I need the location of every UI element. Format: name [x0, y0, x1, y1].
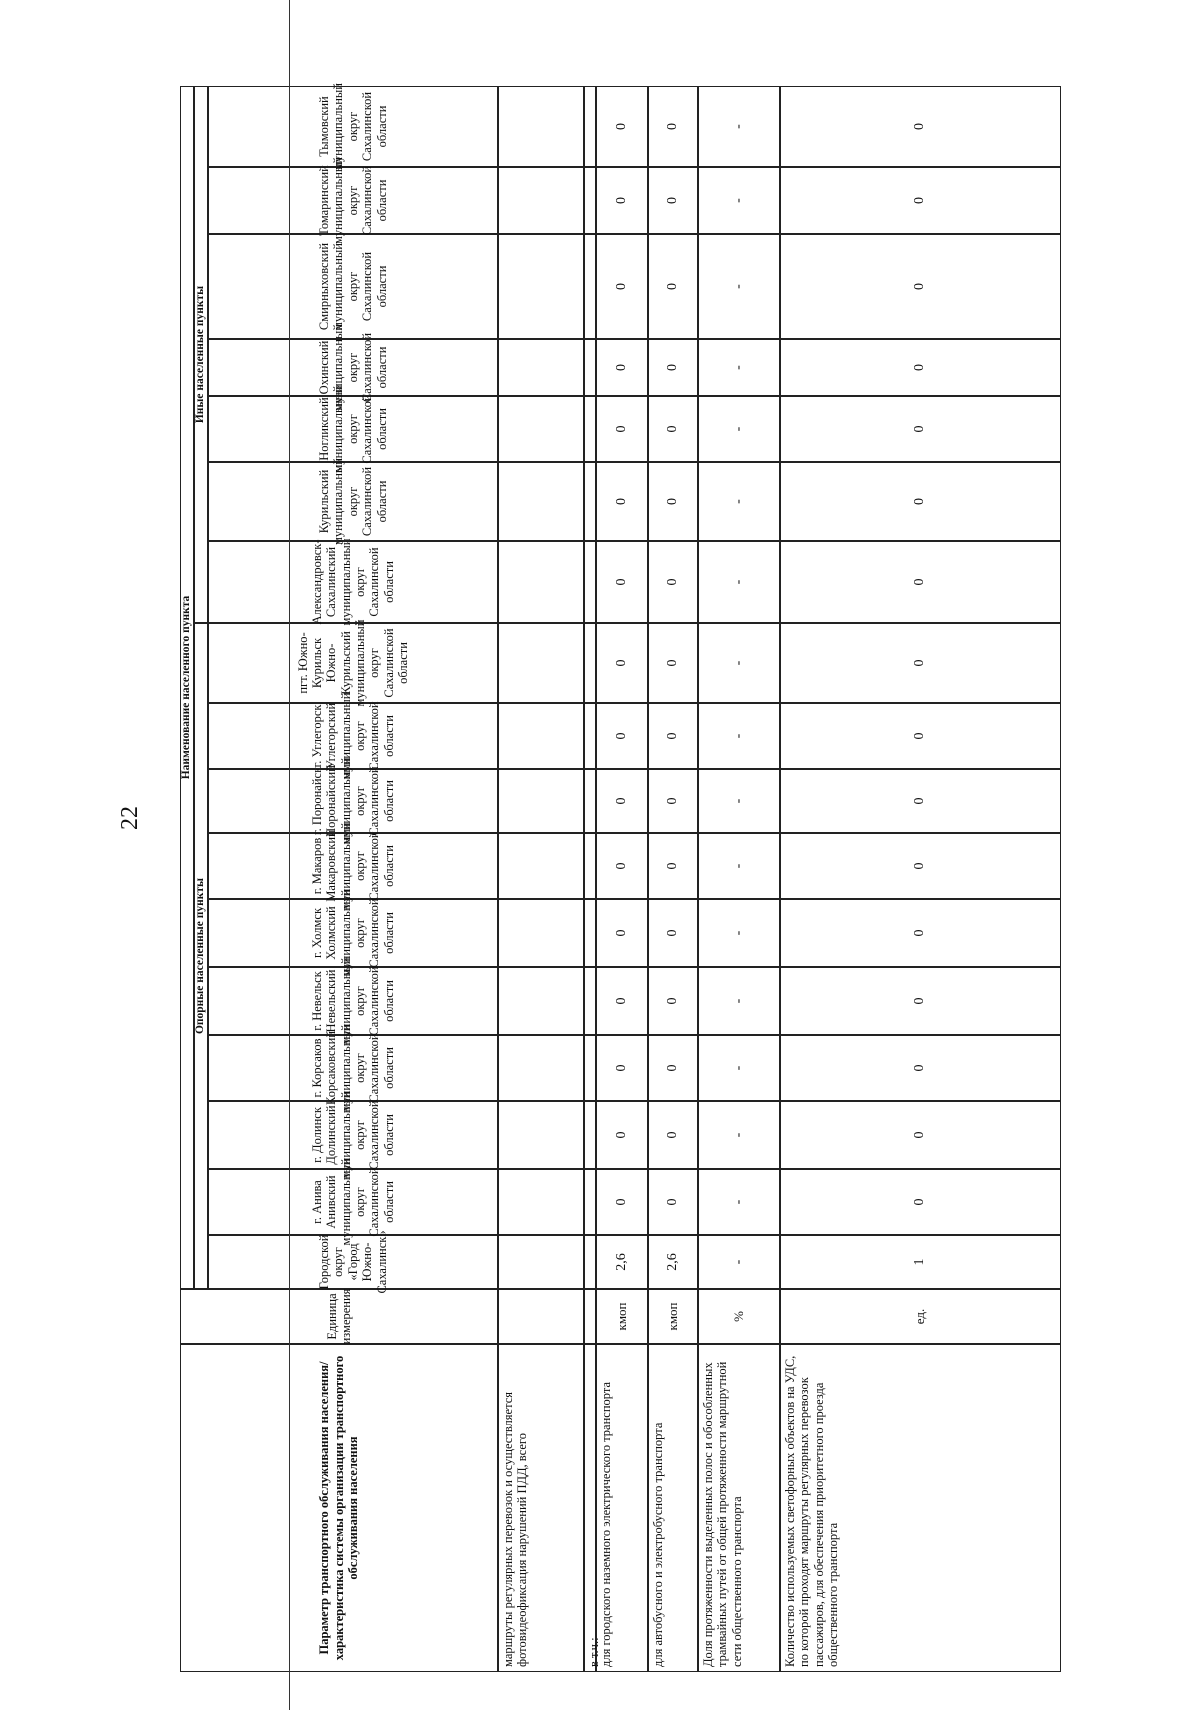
- value-cell: [498, 541, 584, 623]
- value-cell: [584, 541, 596, 623]
- value-cell: 0: [596, 396, 648, 462]
- value-cell: 0: [780, 541, 1061, 623]
- value-cell: 0: [596, 769, 648, 833]
- value-cell: [498, 462, 584, 541]
- settlement-name-header: Наименование населенного пункта: [180, 86, 194, 1289]
- value-cell: [498, 1235, 584, 1289]
- value-cell: -: [698, 703, 780, 769]
- value-cell: [498, 86, 584, 167]
- value-cell: 0: [648, 234, 698, 339]
- value-cell: -: [698, 462, 780, 541]
- value-cell: 0: [596, 234, 648, 339]
- value-cell: [498, 967, 584, 1035]
- value-cell: [498, 1101, 584, 1169]
- value-cell: 0: [780, 396, 1061, 462]
- value-cell: -: [698, 86, 780, 167]
- value-cell: 0: [780, 967, 1061, 1035]
- value-cell: [584, 623, 596, 703]
- settlement-name: Александровск-Сахалинский муниципальный округ Сахалинской области: [208, 541, 498, 623]
- value-cell: [584, 339, 596, 396]
- value-cell: [584, 769, 596, 833]
- value-cell: [498, 234, 584, 339]
- value-cell: [584, 234, 596, 339]
- param-label: Доля протяженности выделенных полос и обособленных трамвайных путей от общей протяженности маршрутной сети общественного транспорта: [698, 1344, 780, 1672]
- value-cell: 0: [648, 396, 698, 462]
- value-cell: 2,6: [648, 1235, 698, 1289]
- value-cell: 0: [780, 1035, 1061, 1101]
- settlement-name: г. Поронайск Поронайский муниципальный округ Сахалинской области: [208, 769, 498, 833]
- param-header: Параметр транспортного обслуживания населения/ характеристика системы организации транспортного обслуживания населения: [180, 1344, 498, 1672]
- param-label: Количество используемых светофорных объектов на УДС, по которой проходят маршруты регулярных перевозок пассажиров, для обеспечения приоритетного проезда общественного транспорта: [780, 1344, 1061, 1672]
- value-cell: [584, 1101, 596, 1169]
- page-number: 22: [117, 806, 143, 830]
- settlement-name: г. Холмск Холмский муниципальный округ Сахалинской области: [208, 899, 498, 967]
- value-cell: [584, 703, 596, 769]
- value-cell: [584, 967, 596, 1035]
- value-cell: [498, 833, 584, 899]
- unit-cell: кмоп: [596, 1289, 648, 1344]
- value-cell: [584, 167, 596, 234]
- value-cell: 0: [780, 167, 1061, 234]
- value-cell: 0: [648, 1101, 698, 1169]
- settlement-name: г. Невельск Невельский муниципальный округ Сахалинской области: [208, 967, 498, 1035]
- value-cell: 0: [780, 1101, 1061, 1169]
- value-cell: 0: [648, 769, 698, 833]
- param-label: в т.ч.:: [584, 1344, 596, 1672]
- value-cell: -: [698, 1035, 780, 1101]
- scan-artifact-line: [289, 0, 290, 1710]
- value-cell: -: [698, 541, 780, 623]
- param-label: маршруты регулярных перевозок и осуществляется фотовидеофиксация нарушений ПДД, всего: [498, 1344, 584, 1672]
- value-cell: 0: [780, 623, 1061, 703]
- value-cell: 0: [648, 623, 698, 703]
- value-cell: [498, 1169, 584, 1235]
- value-cell: [584, 86, 596, 167]
- settlement-name: г. Углегорск Углегорский муниципальный округ Сахалинской области: [208, 703, 498, 769]
- value-cell: 0: [596, 623, 648, 703]
- value-cell: 0: [780, 1169, 1061, 1235]
- param-label: для автобусного и электробусного транспорта: [648, 1344, 698, 1672]
- settlement-name: Смирныховский муниципальный округ Сахалинской области: [208, 234, 498, 339]
- unit-cell: кмоп: [648, 1289, 698, 1344]
- value-cell: 0: [596, 899, 648, 967]
- value-cell: 0: [596, 339, 648, 396]
- value-cell: -: [698, 1235, 780, 1289]
- value-cell: 0: [596, 541, 648, 623]
- value-cell: [584, 833, 596, 899]
- value-cell: -: [698, 623, 780, 703]
- value-cell: [498, 167, 584, 234]
- settlement-name: Городской округ «Город Южно-Сахалинск»: [208, 1235, 498, 1289]
- value-cell: -: [698, 339, 780, 396]
- value-cell: -: [698, 899, 780, 967]
- unit-header: Единица измерения: [180, 1289, 498, 1344]
- transport-table-frame: [180, 83, 1061, 1672]
- value-cell: 0: [596, 462, 648, 541]
- value-cell: 0: [596, 1169, 648, 1235]
- settlement-name: Ногликский муниципальный округ Сахалинской области: [208, 396, 498, 462]
- value-cell: [584, 1235, 596, 1289]
- settlement-name: Томаринский муниципальный округ Сахалинской области: [208, 167, 498, 234]
- core-settlements-header: Опорные населенные пункты: [194, 623, 208, 1289]
- value-cell: 0: [648, 541, 698, 623]
- settlement-name: г. Анива Анивский муниципальный округ Сахалинской области: [208, 1169, 498, 1235]
- value-cell: 2,6: [596, 1235, 648, 1289]
- value-cell: -: [698, 396, 780, 462]
- value-cell: -: [698, 967, 780, 1035]
- value-cell: 0: [780, 86, 1061, 167]
- value-cell: [584, 462, 596, 541]
- value-cell: 0: [648, 703, 698, 769]
- value-cell: 0: [596, 1101, 648, 1169]
- value-cell: 0: [780, 703, 1061, 769]
- value-cell: 0: [648, 86, 698, 167]
- value-cell: 0: [780, 339, 1061, 396]
- settlement-name: Тымовский муниципальный округ Сахалинской области: [208, 86, 498, 167]
- value-cell: [498, 396, 584, 462]
- value-cell: 0: [780, 899, 1061, 967]
- settlement-name: пгт. Южно-Курильск Южно-Курильский муниципальный округ Сахалинской области: [208, 623, 498, 703]
- value-cell: [498, 1035, 584, 1101]
- settlement-name: г. Долинск Долинский муниципальный округ Сахалинской области: [208, 1101, 498, 1169]
- value-cell: -: [698, 167, 780, 234]
- value-cell: 0: [780, 462, 1061, 541]
- unit-cell: [584, 1289, 596, 1344]
- value-cell: 0: [780, 833, 1061, 899]
- value-cell: 0: [648, 339, 698, 396]
- param-label: для городского наземного электрического транспорта: [596, 1344, 648, 1672]
- value-cell: [498, 703, 584, 769]
- settlement-name: г. Корсаков Корсаковский муниципальный округ Сахалинской области: [208, 1035, 498, 1101]
- value-cell: 0: [596, 967, 648, 1035]
- value-cell: [584, 396, 596, 462]
- value-cell: 0: [648, 899, 698, 967]
- value-cell: 0: [648, 833, 698, 899]
- value-cell: 0: [596, 1035, 648, 1101]
- value-cell: [498, 623, 584, 703]
- value-cell: 1: [780, 1235, 1061, 1289]
- value-cell: 0: [596, 167, 648, 234]
- value-cell: 0: [596, 703, 648, 769]
- value-cell: 0: [596, 86, 648, 167]
- unit-cell: ед.: [780, 1289, 1061, 1344]
- value-cell: -: [698, 1101, 780, 1169]
- value-cell: [498, 339, 584, 396]
- value-cell: -: [698, 234, 780, 339]
- value-cell: -: [698, 1169, 780, 1235]
- value-cell: -: [698, 769, 780, 833]
- other-settlements-header: Иные населенные пункты: [194, 86, 208, 623]
- value-cell: 0: [596, 833, 648, 899]
- unit-cell: %: [698, 1289, 780, 1344]
- value-cell: [584, 899, 596, 967]
- unit-cell: [498, 1289, 584, 1344]
- value-cell: -: [698, 833, 780, 899]
- value-cell: 0: [648, 967, 698, 1035]
- value-cell: 0: [648, 1169, 698, 1235]
- value-cell: [498, 769, 584, 833]
- value-cell: 0: [648, 462, 698, 541]
- value-cell: 0: [780, 234, 1061, 339]
- settlement-name: г. Макаров Макаровский муниципальный округ Сахалинской области: [208, 833, 498, 899]
- value-cell: 0: [648, 167, 698, 234]
- settlement-name: Курильский муниципальный округ Сахалинской области: [208, 462, 498, 541]
- value-cell: [498, 899, 584, 967]
- settlement-name: Охинский муниципальный округ Сахалинской области: [208, 339, 498, 396]
- value-cell: 0: [780, 769, 1061, 833]
- value-cell: 0: [648, 1035, 698, 1101]
- value-cell: [584, 1035, 596, 1101]
- value-cell: [584, 1169, 596, 1235]
